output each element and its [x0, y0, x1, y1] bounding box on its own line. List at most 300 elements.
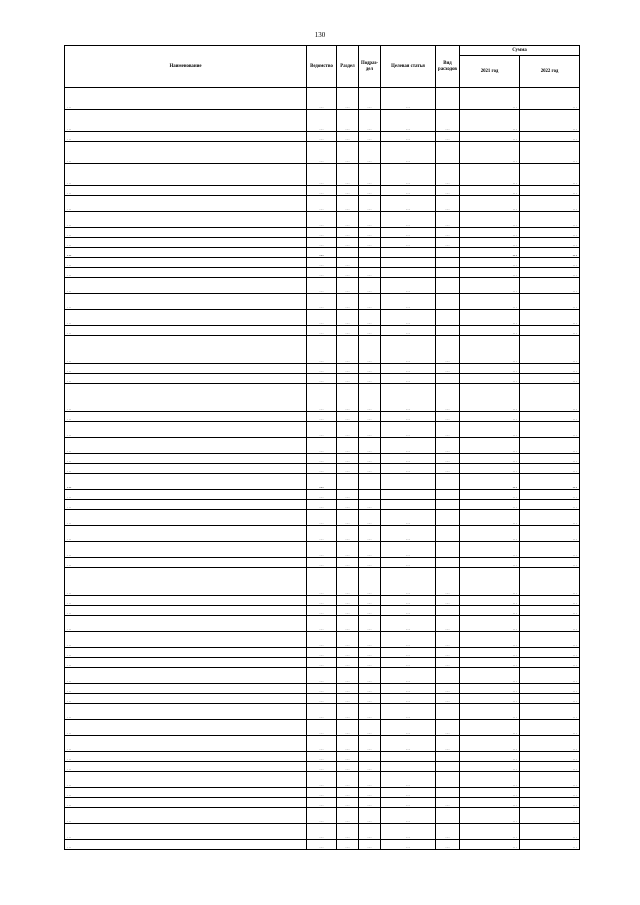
cell-subsection: …	[359, 558, 381, 568]
cell-department: …	[307, 840, 337, 850]
cell-expense-type: …	[436, 616, 460, 632]
table-row	[65, 422, 580, 438]
cell-subsection: …	[359, 186, 381, 196]
cell-sum-2021: …	[460, 658, 520, 668]
cell-name: …	[65, 772, 307, 788]
cell-target-article	[381, 500, 436, 510]
cell-name: …	[65, 668, 307, 684]
cell-name: …	[65, 808, 307, 824]
cell-expense-type: …	[436, 632, 460, 648]
header-expense-type: Вид расходов	[436, 46, 460, 88]
table-row	[65, 294, 580, 310]
cell-sum-2021: …	[460, 464, 520, 474]
cell-section: …	[337, 438, 359, 454]
cell-subsection: …	[359, 228, 381, 238]
cell-sum-2021: …	[460, 606, 520, 616]
cell-name: …	[65, 268, 307, 278]
cell-section: …	[337, 736, 359, 752]
cell-expense-type	[436, 668, 460, 684]
table-row	[65, 238, 580, 248]
cell-target-article: …	[381, 422, 436, 438]
table-row	[65, 558, 580, 568]
cell-subsection: …	[359, 648, 381, 658]
cell-department: …	[307, 258, 337, 268]
cell-sum-2022: …	[520, 384, 580, 412]
cell-sum-2022: …	[520, 268, 580, 278]
cell-sum-2022: …	[520, 164, 580, 186]
cell-section: …	[337, 542, 359, 558]
cell-section: …	[337, 798, 359, 808]
cell-sum-2021: …	[460, 164, 520, 186]
cell-section: …	[337, 384, 359, 412]
cell-expense-type	[436, 258, 460, 268]
cell-target-article: …	[381, 310, 436, 326]
cell-section: …	[337, 668, 359, 684]
page-number: 130	[314, 31, 326, 39]
cell-sum-2021: …	[460, 596, 520, 606]
cell-target-article: …	[381, 336, 436, 364]
cell-section: …	[337, 132, 359, 142]
cell-target-article: …	[381, 238, 436, 248]
cell-section: …	[337, 364, 359, 374]
cell-section: …	[337, 632, 359, 648]
cell-expense-type: …	[436, 364, 460, 374]
cell-department: …	[307, 212, 337, 228]
cell-department: …	[307, 474, 337, 490]
cell-sum-2021: …	[460, 88, 520, 110]
cell-name: …	[65, 632, 307, 648]
table-row	[65, 490, 580, 500]
cell-sum-2022: …	[520, 110, 580, 132]
cell-name: …	[65, 196, 307, 212]
cell-subsection: …	[359, 658, 381, 668]
table-row	[65, 736, 580, 752]
cell-section: …	[337, 752, 359, 762]
cell-sum-2022: …	[520, 736, 580, 752]
cell-sum-2021: …	[460, 212, 520, 228]
cell-subsection: …	[359, 772, 381, 788]
cell-name: …	[65, 500, 307, 510]
table-row	[65, 196, 580, 212]
cell-expense-type: …	[436, 694, 460, 704]
cell-section: …	[337, 326, 359, 336]
cell-sum-2021: …	[460, 142, 520, 164]
cell-sum-2021: …	[460, 798, 520, 808]
cell-subsection: …	[359, 798, 381, 808]
cell-target-article: …	[381, 568, 436, 596]
table-row	[65, 808, 580, 824]
cell-department: …	[307, 490, 337, 500]
cell-sum-2022: …	[520, 684, 580, 694]
cell-subsection: …	[359, 374, 381, 384]
cell-section: …	[337, 694, 359, 704]
cell-sum-2022: …	[520, 596, 580, 606]
cell-department: …	[307, 720, 337, 736]
cell-target-article: …	[381, 648, 436, 658]
cell-department: …	[307, 412, 337, 422]
cell-sum-2021: …	[460, 772, 520, 788]
cell-department: …	[307, 798, 337, 808]
table-row	[65, 326, 580, 336]
cell-sum-2022: …	[520, 422, 580, 438]
cell-department: …	[307, 542, 337, 558]
cell-sum-2021: …	[460, 454, 520, 464]
cell-department: …	[307, 684, 337, 694]
cell-department: …	[307, 558, 337, 568]
header-target-article: Целевая статья	[381, 46, 436, 88]
cell-department: …	[307, 616, 337, 632]
cell-department: …	[307, 268, 337, 278]
cell-department: …	[307, 248, 337, 258]
cell-department: …	[307, 464, 337, 474]
cell-sum-2021: …	[460, 364, 520, 374]
cell-section: …	[337, 648, 359, 658]
cell-subsection: …	[359, 212, 381, 228]
table-row	[65, 248, 580, 258]
cell-target-article: …	[381, 808, 436, 824]
cell-section: …	[337, 658, 359, 668]
cell-expense-type: …	[436, 736, 460, 752]
cell-department: …	[307, 648, 337, 658]
cell-name: …	[65, 248, 307, 258]
cell-subsection: …	[359, 454, 381, 464]
cell-sum-2022: …	[520, 720, 580, 736]
table-row	[65, 798, 580, 808]
cell-name: …	[65, 186, 307, 196]
cell-section: …	[337, 500, 359, 510]
cell-name: …	[65, 694, 307, 704]
header-section: Раздел	[337, 46, 359, 88]
cell-expense-type: …	[436, 568, 460, 596]
cell-sum-2022: …	[520, 454, 580, 464]
cell-section: …	[337, 526, 359, 542]
cell-target-article	[381, 490, 436, 500]
cell-department: …	[307, 762, 337, 772]
cell-expense-type	[436, 248, 460, 258]
cell-section: …	[337, 164, 359, 186]
cell-target-article	[381, 762, 436, 772]
cell-section: …	[337, 88, 359, 110]
cell-expense-type	[436, 606, 460, 616]
cell-expense-type	[436, 500, 460, 510]
table-row	[65, 438, 580, 454]
cell-target-article: …	[381, 110, 436, 132]
cell-target-article: …	[381, 694, 436, 704]
cell-sum-2021: …	[460, 720, 520, 736]
cell-subsection	[359, 258, 381, 268]
cell-name: …	[65, 258, 307, 268]
cell-sum-2022: …	[520, 558, 580, 568]
cell-name: …	[65, 490, 307, 500]
cell-name: …	[65, 294, 307, 310]
table-row	[65, 616, 580, 632]
cell-expense-type: …	[436, 596, 460, 606]
cell-sum-2022: …	[520, 196, 580, 212]
cell-section: …	[337, 278, 359, 294]
cell-expense-type	[436, 294, 460, 310]
cell-target-article: …	[381, 596, 436, 606]
cell-sum-2022: …	[520, 762, 580, 772]
table-row	[65, 454, 580, 464]
cell-name: …	[65, 336, 307, 364]
cell-sum-2022: …	[520, 510, 580, 526]
cell-sum-2021: …	[460, 752, 520, 762]
cell-name: …	[65, 798, 307, 808]
cell-subsection: …	[359, 364, 381, 374]
cell-sum-2022: …	[520, 772, 580, 788]
cell-sum-2022: …	[520, 752, 580, 762]
cell-sum-2022: …	[520, 238, 580, 248]
cell-sum-2021: …	[460, 558, 520, 568]
cell-sum-2022: …	[520, 616, 580, 632]
cell-department: …	[307, 88, 337, 110]
cell-subsection	[359, 474, 381, 490]
cell-subsection: …	[359, 164, 381, 186]
cell-expense-type	[436, 772, 460, 788]
cell-target-article: …	[381, 616, 436, 632]
cell-target-article: …	[381, 132, 436, 142]
cell-name: …	[65, 762, 307, 772]
table-row	[65, 464, 580, 474]
cell-department: …	[307, 500, 337, 510]
table-row	[65, 132, 580, 142]
cell-expense-type: …	[436, 196, 460, 212]
cell-sum-2022: …	[520, 212, 580, 228]
cell-target-article: …	[381, 164, 436, 186]
table-row	[65, 88, 580, 110]
cell-name: …	[65, 228, 307, 238]
cell-section: …	[337, 840, 359, 850]
table-row	[65, 186, 580, 196]
cell-target-article: …	[381, 374, 436, 384]
cell-department: …	[307, 668, 337, 684]
cell-sum-2021: …	[460, 542, 520, 558]
cell-sum-2021: …	[460, 326, 520, 336]
cell-section: …	[337, 788, 359, 798]
table-row	[65, 228, 580, 238]
cell-department: …	[307, 606, 337, 616]
cell-name: …	[65, 454, 307, 464]
cell-sum-2021: …	[460, 132, 520, 142]
cell-target-article: …	[381, 438, 436, 454]
cell-expense-type: …	[436, 412, 460, 422]
cell-sum-2021: …	[460, 268, 520, 278]
cell-expense-type	[436, 490, 460, 500]
cell-sum-2022: …	[520, 336, 580, 364]
cell-name: …	[65, 310, 307, 326]
cell-sum-2022: …	[520, 704, 580, 720]
cell-expense-type: …	[436, 186, 460, 196]
cell-target-article: …	[381, 788, 436, 798]
cell-expense-type: …	[436, 110, 460, 132]
cell-expense-type	[436, 808, 460, 824]
table-row	[65, 632, 580, 648]
cell-target-article: …	[381, 658, 436, 668]
cell-expense-type: …	[436, 438, 460, 454]
cell-target-article: …	[381, 668, 436, 684]
table-row	[65, 568, 580, 596]
cell-expense-type	[436, 510, 460, 526]
budget-table	[64, 45, 580, 850]
cell-target-article: …	[381, 464, 436, 474]
cell-department: …	[307, 704, 337, 720]
table-row	[65, 648, 580, 658]
cell-expense-type	[436, 474, 460, 490]
cell-sum-2021: …	[460, 500, 520, 510]
cell-name: …	[65, 374, 307, 384]
cell-section: …	[337, 704, 359, 720]
cell-subsection: …	[359, 278, 381, 294]
cell-department: …	[307, 132, 337, 142]
cell-expense-type: …	[436, 798, 460, 808]
cell-name: …	[65, 142, 307, 164]
cell-sum-2021: …	[460, 808, 520, 824]
cell-section: …	[337, 336, 359, 364]
cell-department: …	[307, 310, 337, 326]
cell-department: …	[307, 294, 337, 310]
cell-target-article: …	[381, 142, 436, 164]
cell-department: …	[307, 736, 337, 752]
cell-subsection: …	[359, 438, 381, 454]
cell-expense-type	[436, 542, 460, 558]
table-row	[65, 374, 580, 384]
cell-expense-type	[436, 268, 460, 278]
cell-expense-type: …	[436, 336, 460, 364]
cell-target-article: …	[381, 824, 436, 840]
cell-name: …	[65, 658, 307, 668]
cell-section: …	[337, 294, 359, 310]
table-row	[65, 596, 580, 606]
cell-department: …	[307, 142, 337, 164]
cell-name: …	[65, 110, 307, 132]
cell-expense-type: …	[436, 228, 460, 238]
table-row	[65, 474, 580, 490]
cell-section: …	[337, 568, 359, 596]
cell-target-article: …	[381, 798, 436, 808]
cell-expense-type: …	[436, 840, 460, 850]
cell-sum-2022: …	[520, 474, 580, 490]
cell-sum-2022: …	[520, 88, 580, 110]
cell-sum-2022: …	[520, 526, 580, 542]
cell-department: …	[307, 186, 337, 196]
cell-department: …	[307, 568, 337, 596]
cell-target-article: …	[381, 772, 436, 788]
cell-subsection: …	[359, 326, 381, 336]
cell-target-article: …	[381, 228, 436, 238]
header-subsection: Подраз-дел	[359, 46, 381, 88]
cell-sum-2022: …	[520, 278, 580, 294]
cell-sum-2021: …	[460, 294, 520, 310]
cell-department: …	[307, 596, 337, 606]
cell-target-article	[381, 474, 436, 490]
cell-subsection: …	[359, 606, 381, 616]
cell-sum-2022: …	[520, 500, 580, 510]
cell-section: …	[337, 454, 359, 464]
cell-subsection: …	[359, 384, 381, 412]
table-row	[65, 526, 580, 542]
cell-section: …	[337, 596, 359, 606]
cell-subsection: …	[359, 196, 381, 212]
cell-department: …	[307, 788, 337, 798]
table-row	[65, 510, 580, 526]
cell-sum-2022: …	[520, 294, 580, 310]
cell-sum-2021: …	[460, 310, 520, 326]
cell-sum-2021: …	[460, 526, 520, 542]
cell-department: …	[307, 374, 337, 384]
cell-subsection: …	[359, 422, 381, 438]
cell-sum-2021: …	[460, 374, 520, 384]
cell-sum-2021: …	[460, 616, 520, 632]
cell-target-article: …	[381, 454, 436, 464]
cell-department: …	[307, 238, 337, 248]
cell-subsection: …	[359, 840, 381, 850]
cell-sum-2021: …	[460, 110, 520, 132]
cell-sum-2022: …	[520, 788, 580, 798]
header-year-2021: 2021 год	[460, 56, 520, 88]
cell-expense-type	[436, 142, 460, 164]
cell-department: …	[307, 772, 337, 788]
cell-section: …	[337, 606, 359, 616]
cell-sum-2021: …	[460, 490, 520, 500]
table-row	[65, 668, 580, 684]
cell-department: …	[307, 694, 337, 704]
cell-section: …	[337, 772, 359, 788]
cell-sum-2021: …	[460, 632, 520, 648]
cell-sum-2022: …	[520, 186, 580, 196]
cell-section: …	[337, 268, 359, 278]
cell-section: …	[337, 258, 359, 268]
cell-name: …	[65, 704, 307, 720]
cell-name: …	[65, 364, 307, 374]
cell-target-article: …	[381, 684, 436, 694]
cell-sum-2022: …	[520, 798, 580, 808]
cell-subsection: …	[359, 596, 381, 606]
cell-sum-2021: …	[460, 840, 520, 850]
cell-sum-2022: …	[520, 228, 580, 238]
cell-subsection: …	[359, 110, 381, 132]
table-row	[65, 278, 580, 294]
cell-department: …	[307, 632, 337, 648]
table-row	[65, 684, 580, 694]
cell-sum-2022: …	[520, 464, 580, 474]
cell-sum-2021: …	[460, 474, 520, 490]
cell-department: …	[307, 364, 337, 374]
table-row	[65, 606, 580, 616]
cell-sum-2021: …	[460, 438, 520, 454]
cell-section: …	[337, 490, 359, 500]
cell-section: …	[337, 110, 359, 132]
cell-expense-type	[436, 278, 460, 294]
cell-section: …	[337, 684, 359, 694]
cell-subsection: …	[359, 694, 381, 704]
cell-name: …	[65, 278, 307, 294]
cell-subsection: …	[359, 500, 381, 510]
cell-target-article: …	[381, 88, 436, 110]
cell-section: …	[337, 374, 359, 384]
cell-sum-2022: …	[520, 248, 580, 258]
cell-section: …	[337, 808, 359, 824]
cell-sum-2021: …	[460, 336, 520, 364]
cell-sum-2022: …	[520, 438, 580, 454]
cell-name: …	[65, 542, 307, 558]
cell-sum-2021: …	[460, 648, 520, 658]
cell-expense-type	[436, 526, 460, 542]
cell-subsection: …	[359, 668, 381, 684]
cell-expense-type: …	[436, 824, 460, 840]
cell-sum-2022: …	[520, 490, 580, 500]
cell-subsection: …	[359, 762, 381, 772]
cell-target-article: …	[381, 704, 436, 720]
